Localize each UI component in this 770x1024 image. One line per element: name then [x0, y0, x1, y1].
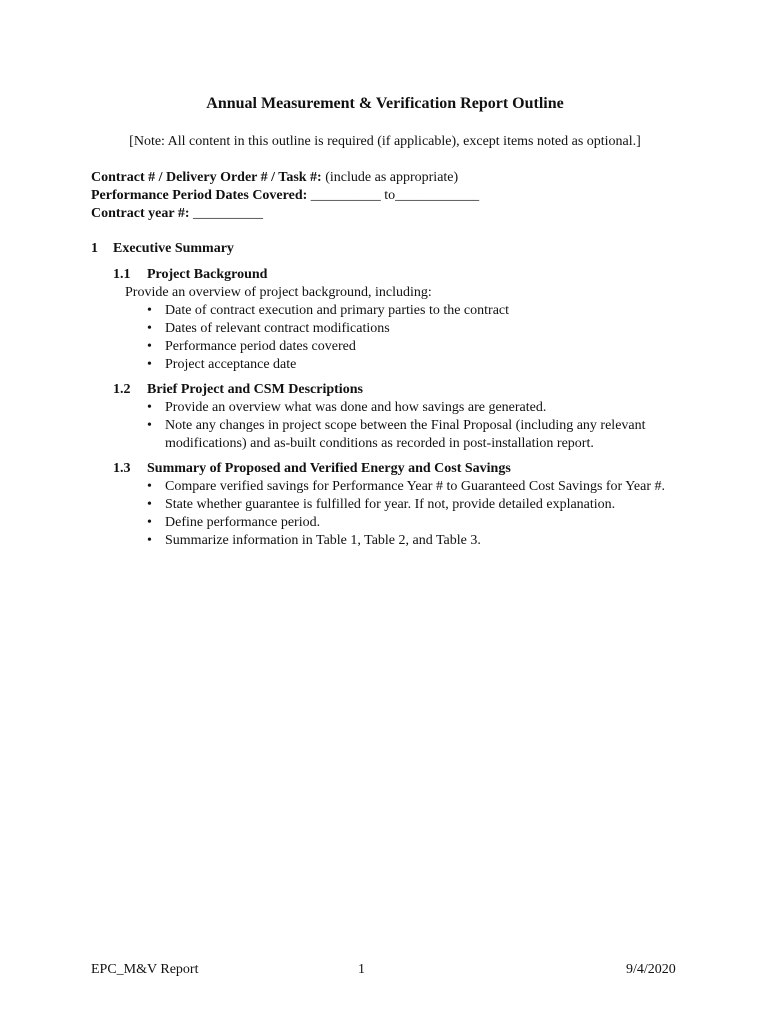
- year-field: [91, 205, 263, 223]
- subsection-1-2-number: 1.2: [113, 382, 131, 397]
- contract-label: Contract # / Delivery Order # / Task #:: [91, 170, 322, 185]
- list-item: • Provide an overview what was done and how savings are generated.: [145, 399, 680, 417]
- list-item: • Performance period dates covered: [145, 338, 509, 356]
- list-item: • Note any changes in project scope between the Final Proposal (including any relevant modifications) and as-built conditions as recorded in post-installation report.: [145, 417, 680, 453]
- list-item: • State whether guarantee is fulfilled for year. If not, provide detailed explanation.: [145, 496, 705, 514]
- subsection-1-1-bullets: [145, 302, 509, 374]
- subsection-1-1-number: 1.1: [113, 267, 131, 282]
- outline-note: [Note: All content in this outline is required (if applicable), except items noted as optional.]: [129, 134, 641, 149]
- document-title: Annual Measurement & Verification Report Outline: [206, 95, 564, 112]
- subsection-1-3-title: Summary of Proposed and Verified Energy and Cost Savings: [147, 461, 511, 476]
- footer-left: EPC_M&V Report: [91, 962, 199, 977]
- list-item: • Compare verified savings for Performance Year # to Guaranteed Cost Savings for Year #.: [145, 478, 705, 496]
- subsection-1-1-intro: Provide an overview of project background, including:: [125, 285, 432, 300]
- period-value: __________ to____________: [307, 188, 480, 203]
- subsection-1-2-title: Brief Project and CSM Descriptions: [147, 382, 363, 397]
- contract-field: [91, 169, 458, 187]
- list-item: • Dates of relevant contract modifications: [145, 320, 509, 338]
- list-item: • Date of contract execution and primary parties to the contract: [145, 302, 509, 320]
- subsection-1-1-title: Project Background: [147, 267, 268, 282]
- section-1-title: Executive Summary: [113, 241, 234, 256]
- period-label: Performance Period Dates Covered:: [91, 188, 308, 203]
- year-value: __________: [189, 206, 263, 221]
- contract-value: (include as appropriate): [321, 170, 459, 185]
- subsection-1-3-number: 1.3: [113, 461, 131, 476]
- list-item: • Summarize information in Table 1, Table 2, and Table 3.: [145, 532, 705, 550]
- year-label: Contract year #:: [91, 206, 190, 221]
- list-item: • Define performance period.: [145, 514, 705, 532]
- section-1-number: 1: [91, 241, 98, 256]
- page-number: 1: [358, 962, 365, 977]
- subsection-1-2-bullets: [145, 399, 680, 453]
- list-item: • Project acceptance date: [145, 356, 509, 374]
- period-field: [91, 187, 479, 205]
- footer-date: 9/4/2020: [626, 962, 676, 977]
- subsection-1-3-bullets: [145, 478, 705, 550]
